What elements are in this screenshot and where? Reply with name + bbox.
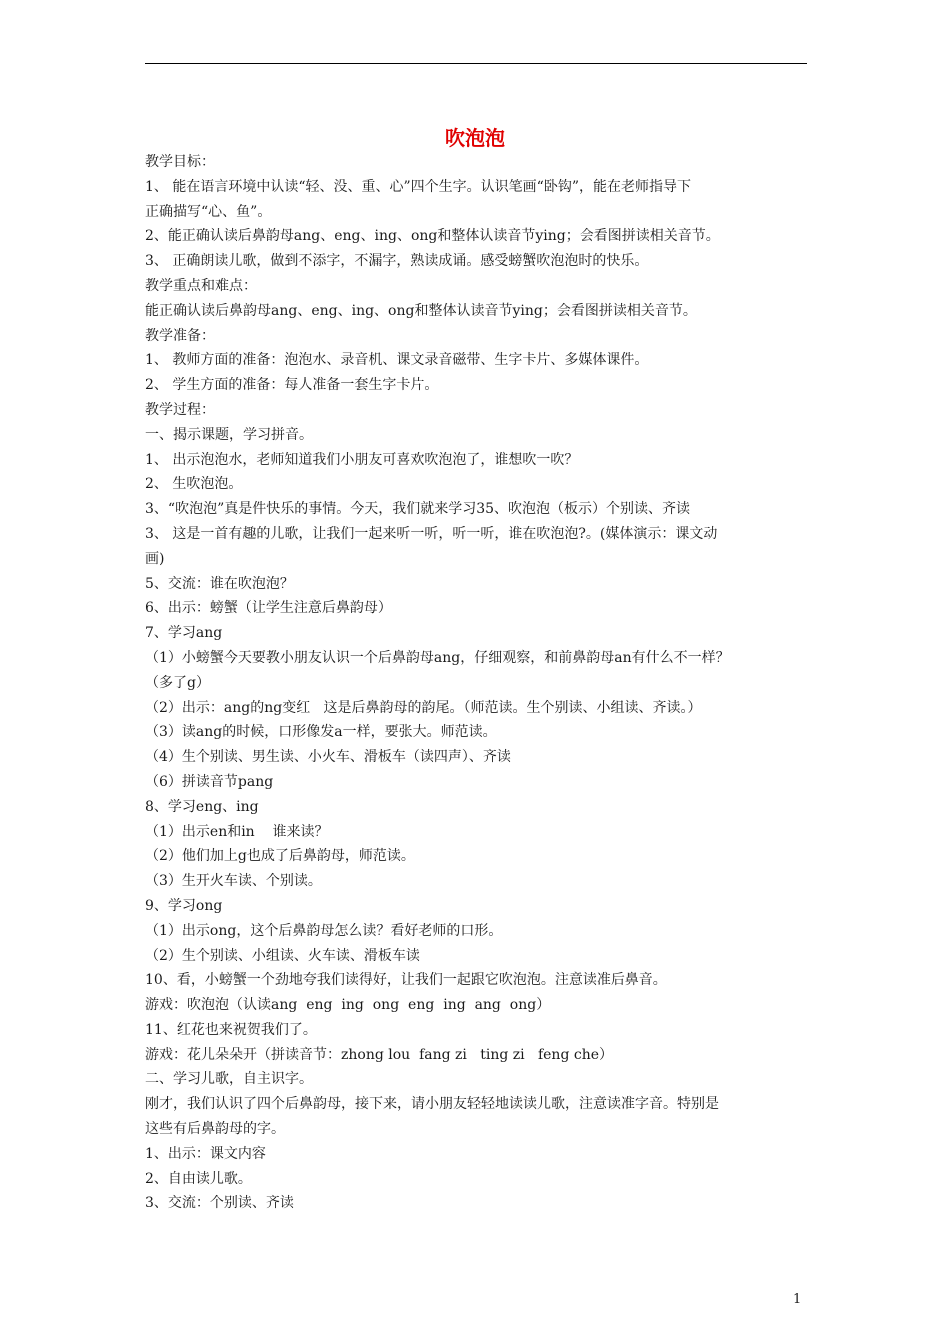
text-line: 游戏：吹泡泡（认读ang eng ing ong eng ing ang ong）	[145, 997, 551, 1014]
text-line: 能正确认读后鼻韵母ang、eng、ing、ong和整体认读音节ying；会看图拼读相关音节。	[145, 302, 697, 319]
text-line: （2）生个别读、小组读、火车读、滑板车读	[145, 947, 420, 964]
text-line: 1、 出示泡泡水，老师知道我们小朋友可喜欢吹泡泡了，谁想吹一吹？	[145, 451, 579, 468]
document-title: 吹泡泡	[445, 126, 505, 150]
text-line: 这些有后鼻韵母的字。	[145, 1121, 285, 1138]
text-line: 教学目标：	[145, 154, 215, 170]
text-line: （4）生个别读、男生读、小火车、滑板车（读四声）、齐读	[145, 749, 511, 766]
text-line: 9、学习ong	[145, 897, 223, 914]
text-line: （3）读ang的时候，口形像发a一样，要张大。师范读。	[145, 724, 497, 741]
text-line: 刚才，我们认识了四个后鼻韵母，接下来，请小朋友轻轻地读读儿歌，注意读准字音。特别是	[145, 1096, 719, 1113]
text-line: 8、学习eng、ing	[145, 798, 259, 815]
text-line: 2、 生吹泡泡。	[145, 476, 243, 493]
text-line: 教学过程：	[145, 401, 215, 418]
text-line: （多了g）	[145, 674, 210, 691]
text-line: 正确描写“心、鱼”。	[145, 203, 272, 220]
text-line: （6）拼读音节pang	[145, 773, 274, 790]
text-line: （1）小螃蟹今天要教小朋友认识一个后鼻韵母ang，仔细观察，和前鼻韵母an有什么不一样？	[145, 649, 730, 666]
text-line: 1、 能在语言环境中认读“轻、没、重、心”四个生字。认识笔画“卧钩”，能在老师指导下	[145, 178, 691, 195]
text-line: 1、 教师方面的准备：泡泡水、录音机、课文录音磁带、生字卡片、多媒体课件。	[145, 352, 649, 369]
page-number: 1	[793, 1292, 802, 1307]
text-line: 1、出示：课文内容	[145, 1145, 266, 1162]
text-line: 5、交流：谁在吹泡泡？	[145, 575, 294, 592]
text-line: 10、看，小螃蟹一个劲地夸我们读得好，让我们一起跟它吹泡泡。注意读准后鼻音。	[145, 972, 667, 989]
text-line: 3、 这是一首有趣的儿歌，让我们一起来听一听，听一听，谁在吹泡泡?。(媒体演示：课文动	[145, 525, 718, 542]
text-line: 一、揭示课题，学习拼音。	[145, 426, 313, 443]
header-rule	[145, 63, 807, 64]
text-line: 教学重点和难点：	[145, 277, 257, 294]
text-line: 3、 正确朗读儿歌，做到不添字，不漏字，熟读成诵。感受螃蟹吹泡泡时的快乐。	[145, 253, 649, 270]
text-line: （1）出示ong，这个后鼻韵母怎么读？看好老师的口形。	[145, 922, 503, 939]
text-line: （3）生开火车读、个别读。	[145, 873, 322, 890]
text-line: 6、出示：螃蟹（让学生注意后鼻韵母）	[145, 600, 392, 617]
text-line: 2、能正确认读后鼻韵母ang、eng、ing、ong和整体认读音节ying；会看图拼读相关音节。	[145, 228, 720, 245]
text-line: 7、学习ang	[145, 625, 223, 642]
text-line: 2、自由读儿歌。	[145, 1170, 252, 1187]
text-line: 游戏：花儿朵朵开（拼读音节：zhong lou fang zi ting zi feng che）	[145, 1046, 614, 1063]
document-body	[145, 150, 813, 1216]
text-line: 3、“吹泡泡”真是件快乐的事情。今天，我们就来学习35、吹泡泡（板示）个别读、齐读	[145, 501, 691, 518]
text-line: 3、交流：个别读、齐读	[145, 1195, 294, 1212]
text-line: 11、红花也来祝贺我们了。	[145, 1021, 317, 1038]
text-line: 教学准备：	[145, 327, 215, 344]
text-line: 画)	[145, 550, 165, 567]
text-line: （1）出示en和in 谁来读？	[145, 823, 329, 840]
text-line: （2）他们加上g也成了后鼻韵母，师范读。	[145, 848, 415, 865]
text-line: 二、学习儿歌，自主识字。	[145, 1071, 313, 1088]
text-line: （2）出示：ang的ng变红 这是后鼻韵母的韵尾。（师范读。生个别读、小组读、齐读。）	[145, 699, 702, 716]
text-line: 2、 学生方面的准备：每人准备一套生字卡片。	[145, 377, 439, 394]
